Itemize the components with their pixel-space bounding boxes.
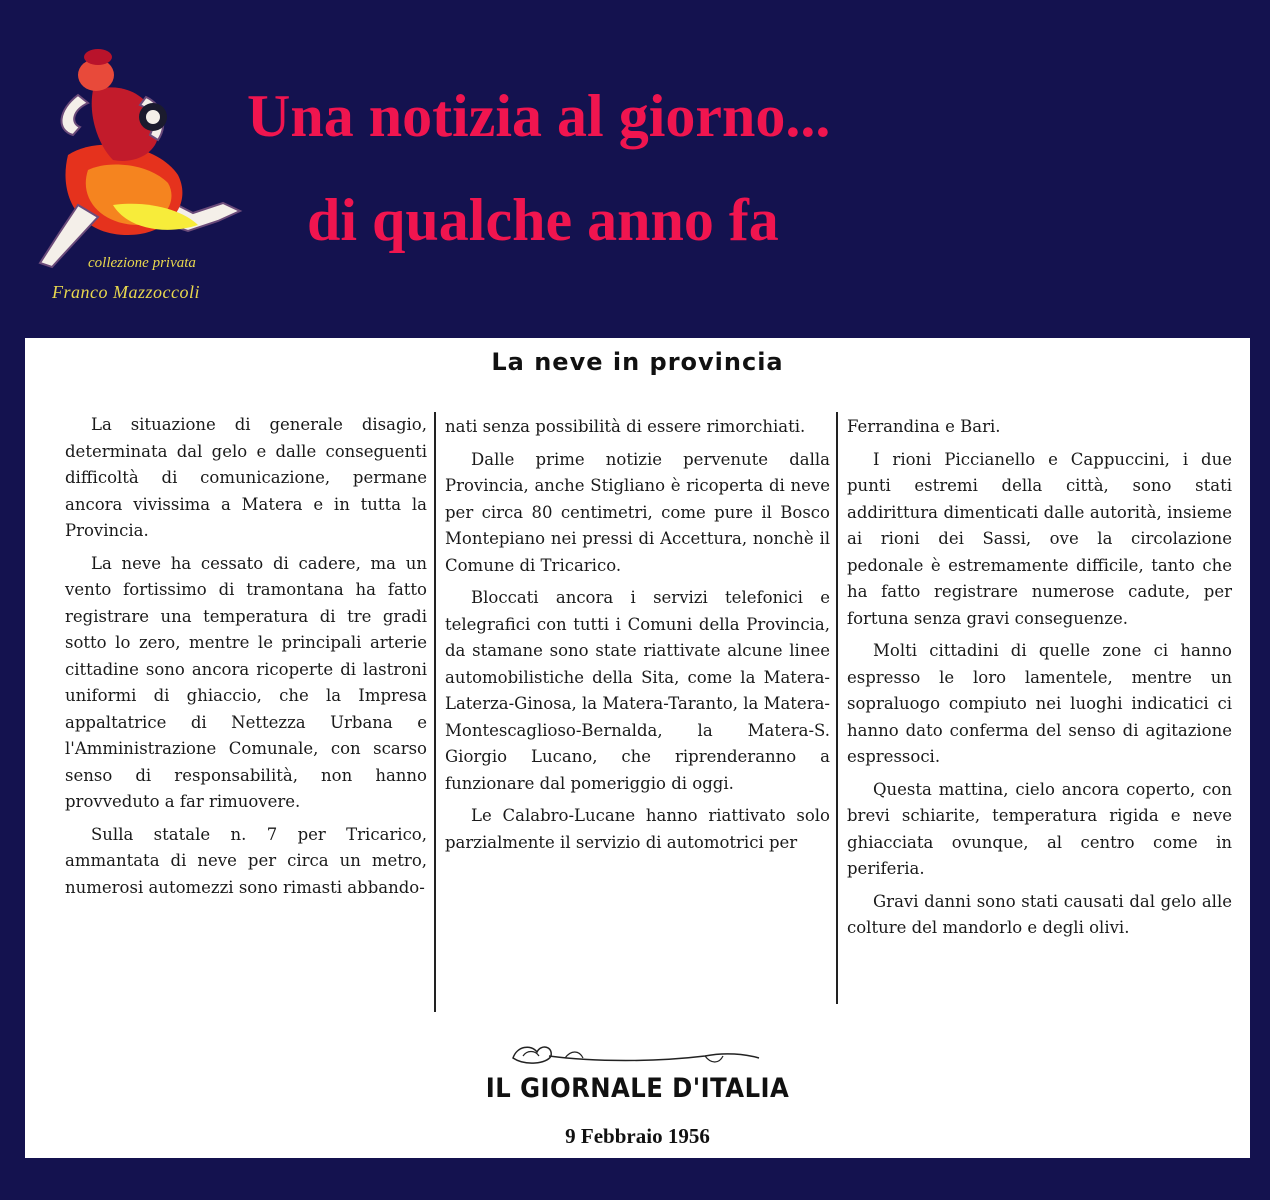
paragraph: Dalle prime notizie pervenute dalla Provincia, anche Stigliano è ricoperta di neve per circa 80 centimetri, come pure il Bosco Montepiano nei pressi di Accettura, nonchè il Comune di Tricarico. [445,449,830,575]
paragraph: nati senza possibilità di essere rimorchiati. [445,417,806,436]
paragraph: I rioni Piccianello e Cappuccini, i due punti estremi della città, sono stati addirittura dimenticati dalle autorità, insieme ai rioni dei Sassi, ove la circolazione pedonale è estremamente difficile, tanto che ha fatto registrare numerose cadute, per fortuna senza gravi conseguenze. [847,449,1232,628]
collection-owner: Franco Mazzoccoli [52,282,200,302]
paragraph: Sulla statale n. 7 per Tricarico, ammantata di neve per circa un metro, numerosi automezzi sono rimasti abbando- [65,824,427,897]
paragraph: Bloccati ancora i servizi telefonici e telegrafici con tutti i Comuni della Provincia, da stamane sono state riattivate alcune linee automobilistiche della Sita, come la Matera-Laterza-Ginosa, la Matera-Taranto, la Matera-Montescaglioso-Bernalda, la Matera-S. Giorgio Lucano, che riprenderanno a funzionare dal pomeriggio di oggi. [445,588,830,793]
column-divider [836,412,838,1004]
carnation-flourish-icon [505,1036,765,1072]
article-column-2 [445,414,830,862]
paragraph: Gravi danni sono stati causati dal gelo alle colture del mandorlo e degli olivi. [847,891,1232,937]
collection-label: collezione privata [88,255,196,271]
publication-date: 9 Febbraio 1956 [565,1124,710,1148]
paragraph: Molti cittadini di quelle zone ci hanno espresso le loro lamentele, mentre un sopraluogo compiuto nei luoghi indicatici ci hanno dato conferma del senso di agitazione espressoci. [847,641,1232,766]
column-divider [434,412,436,1012]
paragraph: Ferrandina e Bari. [847,417,1001,436]
article-column-3 [847,414,1232,948]
headline-line-2: di qualche anno fa [307,187,779,253]
article-title: La neve in provincia [491,348,784,376]
paragraph: La neve ha cessato di cadere, ma un vento fortissimo di tramontana ha fatto registrare una temperatura di tre gradi sotto lo zero, mentre le principali arterie cittadine sono ancora ricoperte di lastroni uniformi di ghiaccio, che la Impresa appaltatrice di Nettezza Urbana e l'Amministrazione Comunale, con scarso senso di responsabilità, non hanno provveduto a far rimuovere. [65,553,427,811]
paragraph: La situazione di generale disagio, determinata dal gelo e dalle conseguenti difficoltà di comunicazione, permane ancora vivissima a Matera e in tutta la Provincia. [65,415,427,540]
newspaper-name: IL GIORNALE D'ITALIA [485,1073,790,1104]
newspaper-clipping [25,338,1250,1158]
paragraph: Le Calabro-Lucane hanno riattivato solo parzialmente il servizio di automotrici per [445,806,830,852]
dancer-illustration-icon [18,35,248,315]
headline-line-1: Una notizia al giorno... [247,83,831,149]
article-column-1 [65,412,427,907]
paragraph: Questa mattina, cielo ancora coperto, con brevi schiarite, temperatura rigida e neve ghiacciata ovunque, al centro come in periferia. [847,779,1232,878]
